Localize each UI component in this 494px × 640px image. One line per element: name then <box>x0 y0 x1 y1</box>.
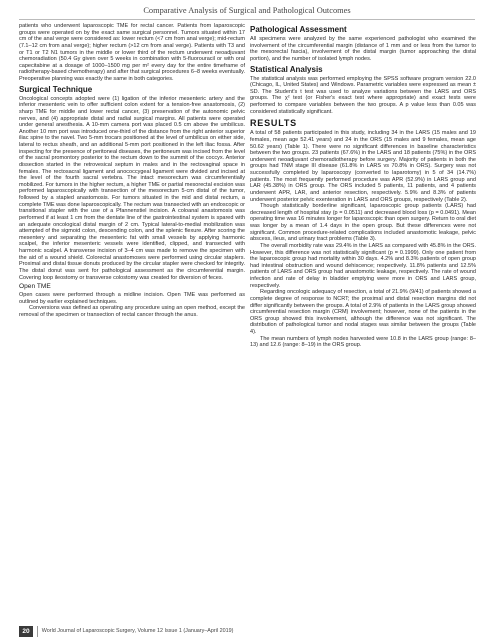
left-column <box>19 23 245 319</box>
section-heading-statistical-analysis: Statistical Analysis <box>250 64 323 74</box>
results-paragraph: Though statistically borderline significant, laparoscopic group patients (LARS) had decreased length of hospital stay (p = 0.0511) and decreased blood loss (p = 0.0491). Mean operating time was 16 minutes longer for laparoscopic than open surgery. Return to oral diet was longer by a mean of 1.4 days in the open group. But these differences were not significant. Common procedure-related complications included anastomotic leakage, pelvic abscess, ileus, and urinary tract problems (Table 3). <box>250 203 476 243</box>
journal-citation: World Journal of Laparoscopic Surgery, Volume 12 Issue 1 (January–April 2019) <box>41 628 234 634</box>
header-rule <box>19 19 475 20</box>
page-number: 20 <box>19 626 33 637</box>
open-tme-paragraph: Open cases were performed through a midline incision. Open TME was performed as outlined by earlier explained techniques. <box>19 292 245 305</box>
footer-divider <box>37 626 38 637</box>
right-column <box>250 23 476 349</box>
conversion-paragraph: Conversions was defined as operating any procedure using an open method, except the removal of the specimen or transection of rectal cancer through the anus. <box>19 305 245 318</box>
page-footer <box>19 625 233 637</box>
technique-paragraph: Oncological concepts adopted were (1) ligation of the inferior mesenteric artery and the inferior mesenteric vein to offer sufficient colon extent for a tension-free anastomosis, (2) sharp TME for middle and lower rectal cancer, (3) preservation of the autonomic pelvic nerves, and (4) appropriate distal and radial surgical margins. All patients were operated under general anesthesia. A 10-mm camera port was placed 0.5 cm above the umbilicus. Another 10 mm port was introduced one-third of the distance from the right anterior superior iliac spine to the navel. Two 5-mm trocars positioned at the level of umbilicus on either side, lateral to rectus sheath, and an additional 5-mm port positioned in the left iliac fossa. After inspecting for the presence of peritoneal diseases, the peritoneum was incised from the level of the sacral promontory posterior to the rectum down to the summit of the coccyx. Anterior dissection started in the retrovesical septum in males and in the rectovaginal space in females. The rectosacral ligament and anococcygeal ligament were divided and incised at the level of the fourth sacral vertebra. The intact mesorectum was circumferentially mobilized. For tumors in the higher rectum, a higher TME or partial mesorectal excision was performed laparoscopically with transection of the mesorectum 5-cm distal of the tumor, followed by a stapled anastomosis. For tumors situated in the mid and distal rectum, a complete TME was done laparoscopically. The rectum was transected with an endoscopic or transitional stapler with the use of a Pfannenstiel incision. A coloanal anastomosis was performed if at least 1 cm from the dentate line of the gastrointestinal system is spared with an adequate oncological distal margin of 2 cm. Typical lateral-to-medial mobilization was attempted of the sigmoid colon, descending colon, and the splenic flexure. After scoring the mesentery and separating the mesenteric fat with small vessels by applying harmonic scalpel, the inferior mesenteric vessels were identified, clipped, and transected with harmonic scalpel. A transverse incision of 3–4 cm was made to remove the specimen with the aid of a wound shield. Colorectal anastomoses were performed using circular staplers. Proximal and distal tissue donuts produced by the circular stapler were checked for integrity. The distal donut was sent for pathological assessment as the circumferential margin. Covering loop ileostomy or transverse colostomy was created for diversion of feces. <box>19 95 245 281</box>
section-heading-results: RESULTS <box>250 118 297 129</box>
section-heading-surgical-technique: Surgical Technique <box>19 84 93 94</box>
subsection-heading-open-tme: Open TME <box>19 283 51 291</box>
section-heading-pathological-assessment: Pathological Assessment <box>250 25 347 34</box>
running-title: Comparative Analysis of Surgical and Pathological Outcomes <box>143 6 351 15</box>
results-paragraph: A total of 58 patients participated in this study, including 34 in the LARS (15 males and 19 females, mean age 52.41 years) and 24 in the ORS (15 males and 9 females, mean age 50.62 years) (Table 1). There were no significant differences in baseline characteristics between the two groups. 23 patients (67.6%) in the LARS and 18 patients (75%) in the ORS underwent neoadjuvant chemoradiotherapy before surgery. Majority of patients in both the groups had TNM stage III disease (61.8% in LARS vs 70.8% in ORS). Surgery was not successfully completed by laparoscopy (converted to laparotomy) in 5 of 34 (14.7%) patients. The most frequently performed procedure was APR (52.9%) in LARS group and LAR (45.38%) in ORS group. The ORS included 5 patients, 11 patients, and 4 patients underwent APR, LAR, and anterior resection, respectively. 5.9% and 8.3% of patients underwent posterior pelvic exenteration in LARS and ORS groups, respectively (Table 2). <box>250 130 476 203</box>
statistics-paragraph: The statistical analysis was performed employing the SPSS software program version 22.0 (Chicago, IL, United States) and Windows. Parametric variables were expressed as mean ± SD. The Student's t test was used to analyze variations between the LARS and ORS groups. The χ² test (or Fisher's exact test where appropriate) and exact tests were performed to compare variables between the two groups. A p value less than 0.05 was considered statistically significant. <box>250 75 476 115</box>
methods-paragraph: patients who underwent laparoscopic TME for rectal cancer. Patients from laparoscopic groups were operated on by the exact same surgical personnel. Tumors situated within 17 cm of the anal verge were considered as: lower rectum (<7 cm from anal verge); mid-rectum (7.1–12 cm from anal verge); higher rectum (>12 cm from anal verge). Patients with T3 and or T1 or T2 N1 tumors in the middle or lower third of the rectum underwent neoadjuvant chemoradiation (50.4 Gy given over 5 weeks in combination with 5-fluorouracil or with oral capecitabine at a dosage of 1000–1500 mg per m² every day for the entire timeframe of radiotherapy-based chemotherapy) and after that surgical procedures 6–8 weeks eventually. Preoperative planning was exactly the same in both categories. <box>19 23 245 82</box>
results-paragraph: Regarding oncologic adequacy of resection, a total of 21.9% (9/41) of patients showed a complete degree of response to NCRT; the proximal and distal resection margins did not differ significantly between the groups. A total of 2.9% of patients in the LARS group showed circumferential resection margin (CRM) involvement; however, none of the patients in the ORS group showed this involvement, although the difference was not significant. The distribution of pathological tumor and nodal stages was similar between the groups (Table 4). <box>250 289 476 335</box>
results-paragraph: The mean numbers of lymph nodes harvested were 10.8 in the LARS group (range: 8–13) and 12.6 (range: 8–19) in the ORS group. <box>250 335 476 349</box>
results-paragraph: The overall morbidity rate was 29.4% in the LARS as compared with 45.8% in the ORS. However, this difference was not statistically significant (p = 0.1999). Only one patient from the laparoscopic group had mortality within 30 days. 4.2% and 8.3% patients of open group had intestinal obstruction and wound dehiscence; respectively. 11.8% patients and 12.5% patients of LARS and ORS group had anastomotic leakage, respectively. The rate of wound infection and rate of delay in bladder emptying were more in ORS and LARS group, respectively. <box>250 242 476 289</box>
pathology-paragraph: All specimens were analyzed by the same experienced pathologist who examined the involvement of the circumferential margin (distance of 1 mm and or less from the tumor to the mesorectal fascia), involvement of the distal margin (tumor approaching the distal portion), and the number of isolated lymph nodes. <box>250 36 476 62</box>
